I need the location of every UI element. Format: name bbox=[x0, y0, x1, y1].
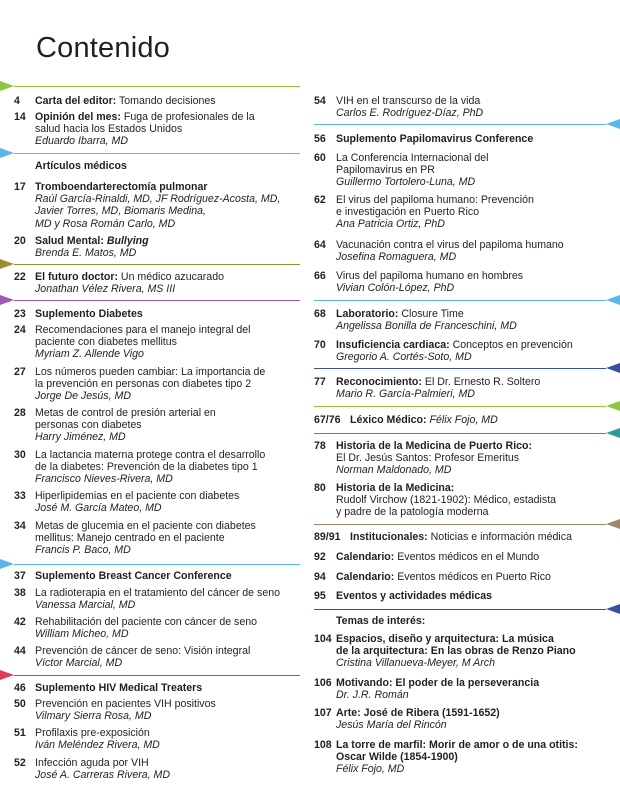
entry-title: Institucionales: bbox=[350, 531, 428, 543]
column-divider bbox=[307, 88, 308, 788]
page-number: 27 bbox=[14, 366, 26, 378]
entry-title-line: Oscar Wilde (1854-1900) bbox=[336, 751, 458, 764]
page-number: 107 bbox=[314, 707, 332, 719]
page-number: 22 bbox=[14, 271, 26, 283]
page-number: 78 bbox=[314, 440, 326, 452]
divider bbox=[14, 564, 300, 565]
entry-title: VIH en el transcurso de la vida bbox=[336, 95, 481, 107]
triangle-marker-icon bbox=[0, 148, 14, 158]
page-number: 77 bbox=[314, 376, 326, 388]
entry-author: José M. García Mateo, MD bbox=[35, 502, 162, 515]
entry-title-rest: Fuga de profesionales de la bbox=[120, 111, 255, 123]
entry-title: Arte: José de Ribera (1591-1652) bbox=[336, 707, 500, 719]
page-number: 56 bbox=[314, 133, 326, 145]
triangle-marker-icon bbox=[606, 363, 620, 373]
entry-title: El virus del papiloma humano: Prevención bbox=[336, 194, 534, 206]
divider bbox=[314, 406, 606, 407]
entry-title-line: e investigación en Puerto Rico bbox=[336, 206, 480, 219]
entry-title-line: Papilomavirus en PR bbox=[336, 164, 435, 177]
page-number: 42 bbox=[14, 616, 26, 628]
entry-title-rest: Noticias e información médica bbox=[427, 531, 572, 543]
entry-author: Vilmary Sierra Rosa, MD bbox=[35, 710, 152, 723]
entry-title: Los números pueden cambiar: La importancia de bbox=[35, 366, 266, 378]
page-number: 46 bbox=[14, 682, 26, 694]
page-number: 44 bbox=[14, 645, 26, 657]
triangle-marker-icon bbox=[606, 428, 620, 438]
section-heading: Temas de interés: bbox=[336, 615, 426, 627]
entry-title-rest: Eventos médicos en Puerto Rico bbox=[394, 571, 551, 583]
entry-title-line: mellitus: Manejo centrado en el paciente bbox=[35, 532, 225, 545]
entry-title-line: El Dr. Jesús Santos: Profesor Emeritus bbox=[336, 452, 520, 465]
entry-title-rest: Tomando decisiones bbox=[116, 95, 216, 107]
page-number: 95 bbox=[314, 590, 326, 602]
entry-title-rest: Bullying bbox=[103, 235, 149, 247]
page-number: 106 bbox=[314, 677, 332, 689]
page-number: 34 bbox=[14, 520, 26, 532]
page-number: 62 bbox=[314, 194, 326, 206]
page-number: 50 bbox=[14, 698, 26, 710]
entry-title: Calendario: bbox=[336, 571, 395, 583]
entry-author: Jesús María del Rincón bbox=[336, 719, 447, 732]
divider bbox=[314, 524, 606, 525]
entry-title-line: salud hacia los Estados Unidos bbox=[35, 123, 183, 136]
entry-author: Dr. J.R. Román bbox=[336, 689, 409, 702]
entry-author: Mario R. García-Palmieri, MD bbox=[336, 388, 475, 401]
entry-author: Raúl García-Rinaldi, MD, JF Rodríguez-Acosta, MD, bbox=[35, 193, 281, 206]
entry-author: Ana Patricia Ortiz, PhD bbox=[336, 218, 445, 231]
page-number: 89/91 bbox=[314, 531, 341, 543]
entry-author: Francisco Nieves-Rivera, MD bbox=[35, 473, 173, 486]
page-number: 37 bbox=[14, 570, 26, 582]
triangle-marker-icon bbox=[0, 259, 14, 269]
entry-title: Suplemento HIV Medical Treaters bbox=[35, 682, 203, 694]
entry-title: Virus del papiloma humano en hombres bbox=[336, 270, 524, 282]
entry-title: Léxico Médico: bbox=[350, 414, 427, 426]
divider bbox=[14, 153, 300, 154]
entry-title: Laboratorio: bbox=[336, 308, 399, 320]
triangle-marker-icon bbox=[0, 81, 14, 91]
entry-author: Guillermo Tortolero-Luna, MD bbox=[336, 176, 476, 189]
entry-title-rest: Eventos médicos en el Mundo bbox=[394, 551, 540, 563]
entry-author: Francis P. Baco, MD bbox=[35, 544, 131, 557]
page-number: 20 bbox=[14, 235, 26, 247]
page-number: 23 bbox=[14, 308, 26, 320]
entry-title: Opinión del mes: bbox=[35, 111, 121, 123]
triangle-marker-icon bbox=[606, 519, 620, 529]
page-title: Contenido bbox=[36, 32, 171, 64]
entry-title: La radioterapia en el tratamiento del cáncer de seno bbox=[35, 587, 280, 599]
entry-author: Myriam Z. Allende Vigo bbox=[35, 348, 144, 361]
page-number: 108 bbox=[314, 739, 332, 751]
page-number: 33 bbox=[14, 490, 26, 502]
page-number: 54 bbox=[314, 95, 326, 107]
page-number: 66 bbox=[314, 270, 326, 282]
section-heading: Artículos médicos bbox=[35, 160, 127, 172]
entry-author: Cristina Villanueva-Meyer, M Arch bbox=[336, 657, 495, 670]
entry-title: Historia de la Medicina de Puerto Rico: bbox=[336, 440, 533, 452]
entry-author: Angelissa Bonilla de Franceschini, MD bbox=[336, 320, 517, 333]
page-number: 38 bbox=[14, 587, 26, 599]
entry-title: Motivando: El poder de la perseverancia bbox=[336, 677, 540, 689]
entry-author: Jonathan Vélez Rivera, MS III bbox=[35, 283, 176, 296]
triangle-marker-icon bbox=[606, 604, 620, 614]
page-number: 30 bbox=[14, 449, 26, 461]
entry-title: Prevención de cáncer de seno: Visión integral bbox=[35, 645, 251, 657]
triangle-marker-icon bbox=[606, 401, 620, 411]
entry-title: Hiperlipidemias en el paciente con diabetes bbox=[35, 490, 240, 502]
divider bbox=[314, 300, 606, 301]
entry-title-line: y padre de la patología moderna bbox=[336, 506, 489, 519]
entry-title-line: personas con diabetes bbox=[35, 419, 142, 432]
entry-title: Historia de la Medicina: bbox=[336, 482, 455, 494]
entry-author: Eduardo Ibarra, MD bbox=[35, 135, 129, 148]
entry-title: Metas de control de presión arterial en bbox=[35, 407, 216, 419]
entry-title: Infección aguda por VIH bbox=[35, 757, 149, 769]
triangle-marker-icon bbox=[0, 559, 14, 569]
entry-author: José A. Carreras Rivera, MD bbox=[35, 769, 171, 782]
entry-title: La Conferencia Internacional del bbox=[336, 152, 489, 164]
entry-title: Reconocimiento: bbox=[336, 376, 422, 388]
divider bbox=[314, 609, 606, 610]
triangle-marker-icon bbox=[0, 670, 14, 680]
divider bbox=[314, 124, 606, 125]
triangle-marker-icon bbox=[606, 119, 620, 129]
entry-author: Brenda E. Matos, MD bbox=[35, 247, 137, 260]
entry-title: Tromboendarterectomía pulmonar bbox=[35, 181, 208, 193]
entry-title-rest: Closure Time bbox=[398, 308, 464, 320]
page-number: 28 bbox=[14, 407, 26, 419]
triangle-marker-icon bbox=[0, 295, 14, 305]
page-number: 14 bbox=[14, 111, 26, 123]
page-number: 24 bbox=[14, 324, 26, 336]
entry-title: Rehabilitación del paciente con cáncer de seno bbox=[35, 616, 258, 628]
entry-author: Vanessa Marcial, MD bbox=[35, 599, 136, 612]
divider bbox=[14, 86, 300, 87]
page-number: 64 bbox=[314, 239, 326, 251]
divider bbox=[314, 433, 606, 434]
entry-title: Eventos y actividades médicas bbox=[336, 590, 493, 602]
entry-title: Calendario: bbox=[336, 551, 395, 563]
entry-title: La lactancia materna protege contra el desarrollo bbox=[35, 449, 266, 461]
entry-title: Vacunación contra el virus del papiloma humano bbox=[336, 239, 564, 251]
page-number: 67/76 bbox=[314, 414, 341, 426]
entry-author: MD y Rosa Román Carlo, MD bbox=[35, 217, 176, 230]
divider bbox=[14, 675, 300, 676]
entry-title: La torre de marfil: Morir de amor o de una otitis: bbox=[336, 739, 578, 751]
entry-title-line: Rudolf Virchow (1821-1902): Médico, estadista bbox=[336, 494, 557, 507]
page-number: 60 bbox=[314, 152, 326, 164]
entry-title: Carta del editor: bbox=[35, 95, 117, 107]
entry-author: Félix Fojo, MD bbox=[426, 414, 498, 426]
entry-title-line: de la arquitectura: En las obras de Renzo Piano bbox=[336, 645, 576, 658]
entry-author: Víctor Marcial, MD bbox=[35, 657, 123, 670]
entry-author: Javier Torres, MD, Biomaris Medina, bbox=[35, 205, 206, 218]
page-number: 80 bbox=[314, 482, 326, 494]
page-number: 94 bbox=[314, 571, 326, 583]
entry-author: William Micheo, MD bbox=[35, 628, 129, 641]
entry-author: Jorge De Jesús, MD bbox=[35, 390, 131, 403]
page-number: 92 bbox=[314, 551, 326, 563]
entry-title: Prevención en pacientes VIH positivos bbox=[35, 698, 216, 710]
entry-title: Suplemento Diabetes bbox=[35, 308, 143, 320]
divider bbox=[14, 264, 300, 265]
entry-title: Metas de glucemia en el paciente con diabetes bbox=[35, 520, 256, 532]
page-number: 70 bbox=[314, 339, 326, 351]
entry-title: Profilaxis pre-exposición bbox=[35, 727, 150, 739]
entry-author: Josefina Romaguera, MD bbox=[336, 251, 457, 264]
page-number: 104 bbox=[314, 633, 332, 645]
entry-title: El futuro doctor: bbox=[35, 271, 118, 283]
entry-author: Norman Maldonado, MD bbox=[336, 464, 452, 477]
divider bbox=[14, 300, 300, 301]
entry-title: Salud Mental: bbox=[35, 235, 104, 247]
page-number: 17 bbox=[14, 181, 26, 193]
entry-title: Suplemento Papilomavirus Conference bbox=[336, 133, 534, 145]
page-number: 68 bbox=[314, 308, 326, 320]
entry-author: Gregorio A. Cortés-Soto, MD bbox=[336, 351, 472, 364]
entry-title-rest: Conceptos en prevención bbox=[449, 339, 573, 351]
entry-author: Félix Fojo, MD bbox=[336, 763, 405, 776]
entry-title-rest: El Dr. Ernesto R. Soltero bbox=[421, 376, 541, 388]
entry-author: Harry Jiménez, MD bbox=[35, 431, 126, 444]
entry-title-line: la prevención en personas con diabetes tipo 2 bbox=[35, 378, 252, 391]
page-number: 52 bbox=[14, 757, 26, 769]
entry-title-rest: Un médico azucarado bbox=[117, 271, 224, 283]
page-number: 51 bbox=[14, 727, 26, 739]
entry-title-line: paciente con diabetes mellitus bbox=[35, 336, 177, 349]
entry-author: Carlos E. Rodríguez-Díaz, PhD bbox=[336, 107, 484, 120]
entry-title: Suplemento Breast Cancer Conference bbox=[35, 570, 232, 582]
divider bbox=[314, 368, 606, 369]
page-number: 4 bbox=[14, 95, 20, 107]
triangle-marker-icon bbox=[606, 295, 620, 305]
entry-title-line: de la diabetes: Prevención de la diabetes tipo 1 bbox=[35, 461, 258, 474]
entry-author: Iván Meléndez Rivera, MD bbox=[35, 739, 160, 752]
entry-title: Espacios, diseño y arquitectura: La música bbox=[336, 633, 554, 645]
entry-title: Insuficiencia cardiaca: bbox=[336, 339, 450, 351]
entry-author: Vivian Colón-López, PhD bbox=[336, 282, 455, 295]
entry-title: Recomendaciones para el manejo integral del bbox=[35, 324, 251, 336]
